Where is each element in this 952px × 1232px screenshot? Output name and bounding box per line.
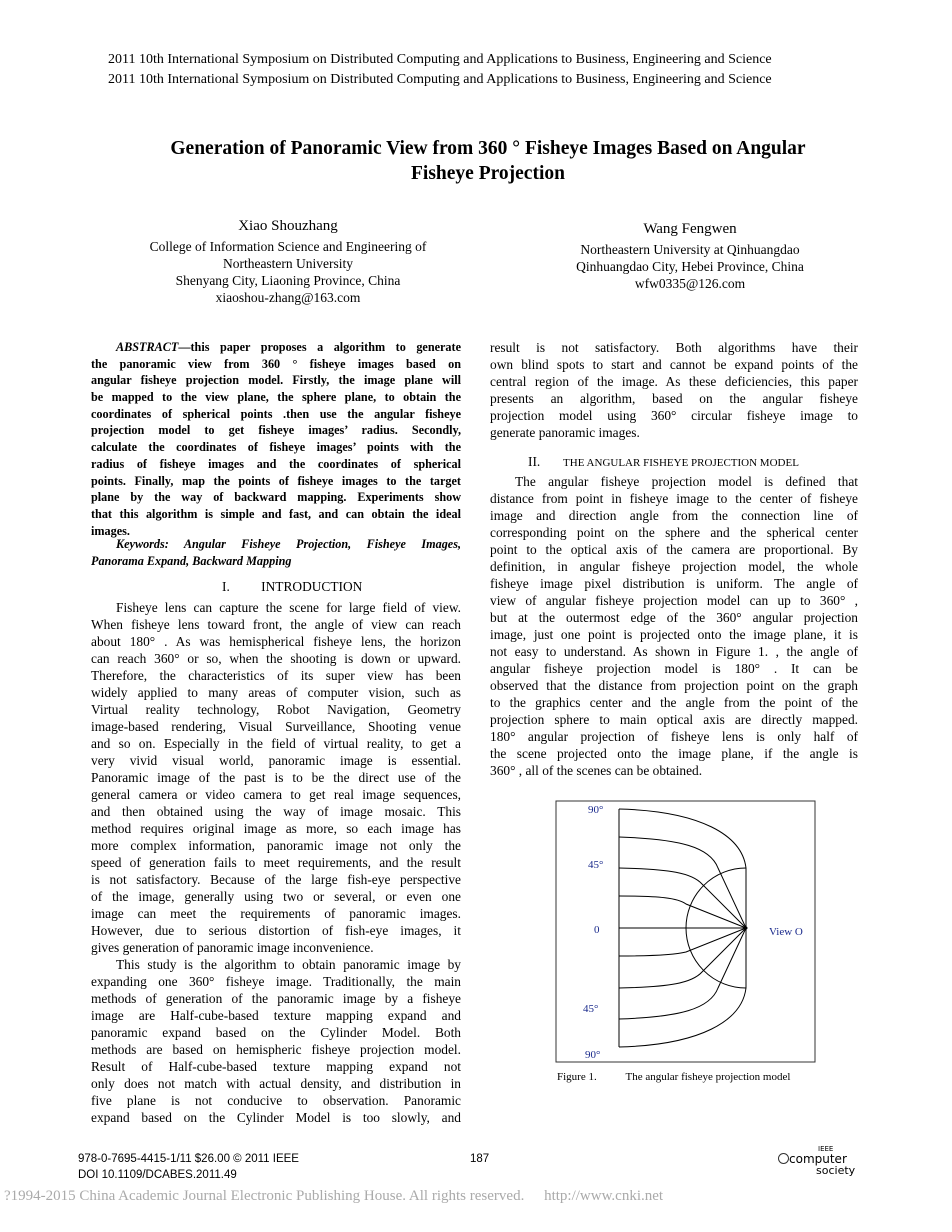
cnki-watermark [4, 1188, 663, 1205]
text-line: Therefore, the characteristics of its super view has been [91, 668, 461, 683]
text-line: speed of generation fails to meet requirements, and the result [91, 855, 461, 870]
text-line: Result of Half-cube-based texture mapping expand not [91, 1059, 461, 1074]
figure-1-diagram [550, 795, 825, 1095]
text-line: expanding one 360° fisheye image. Traditionally, the main [91, 974, 461, 989]
ray-4 [619, 928, 746, 1019]
author-1 [118, 216, 458, 306]
text-line: observed that the distance from projection point on the graph [490, 678, 858, 693]
author-2 [520, 219, 860, 292]
text-line: result is not satisfactory. Both algorithms have their [490, 340, 858, 355]
outer-curve-top [619, 809, 746, 868]
text-line: can reach 360° or so, when the shooting is down or upward. [91, 651, 461, 666]
title-line: Fisheye Projection [411, 163, 565, 184]
label-top-90: 90° [588, 804, 604, 816]
abstract-line: radius of fisheye images and the coordinates of spherical [91, 456, 461, 471]
author-name: Xiao Shouzhang [238, 218, 338, 234]
logo-computer: computer [789, 1152, 847, 1166]
text-line: about 180° . As was hemispherical fisheye lens, the horizon [91, 634, 461, 649]
watermark-url[interactable]: http://www.cnki.net [544, 1188, 664, 1204]
logo-society: society [816, 1164, 856, 1177]
section-2-heading [528, 454, 799, 470]
keywords [91, 536, 461, 569]
section-1-heading [222, 579, 362, 595]
keywords-line: Keywords: Angular Fisheye Projection, Fisheye Images, [116, 537, 461, 551]
text-line: projection sphere to main optical axis are directly mapped. [490, 712, 858, 727]
text-line: methods are based on hemispheric fisheye projection model. [91, 1042, 461, 1057]
intro-paragraph-1 [91, 599, 461, 956]
text-line: presents an algorithm, based on the angular fisheye [490, 391, 858, 406]
abstract-text: —this paper proposes a algorithm to generate [178, 340, 461, 354]
text-line: not easy to understand. As shown in Figure 1. , the angle of [490, 644, 858, 659]
text-line: only does not match with actual density, and distribution in [91, 1076, 461, 1091]
email[interactable]: xiaoshou-zhang@163.com [215, 290, 361, 305]
text-line: image, just one point is projected onto the image plane, it is [490, 627, 858, 642]
watermark-copyright: ?1994-2015 China Academic Journal Electronic Publishing House. All rights reserved. [4, 1188, 525, 1204]
text-line: 180° angular projection of fisheye lens is only half of [490, 729, 858, 744]
text-line: expand based on the Cylinder Model is too slowly, and [91, 1110, 461, 1125]
text-line: generate panoramic images. [490, 425, 640, 440]
text-line: image are Half-cube-based texture mapping expand and [91, 1008, 461, 1023]
affiliation: College of Information Science and Engineering of [149, 239, 427, 254]
text-line: distance from point in fisheye image to the center of fisheye [490, 491, 858, 506]
abstract-line: plane by the way of backward mapping. Experiments show [91, 490, 461, 505]
text-line: 360° , all of the scenes can be obtained. [490, 763, 703, 778]
footer-doi: DOI 10.1109/DCABES.2011.49 [78, 1169, 237, 1181]
text-line: definition, in angular fisheye projection model, the whole [490, 559, 858, 574]
conference-header-overlay: 2011 10th International Symposium on Distributed Computing and Applications to Business, Engineering and Science [108, 52, 772, 67]
abstract-line: images. [91, 523, 130, 538]
keywords-line: Panorama Expand, Backward Mapping [91, 553, 292, 568]
title-line: Generation of Panoramic View from 360 ° Fisheye Images Based on Angular [170, 138, 806, 159]
text-line: view of angular fisheye projection model can up to 360° , [490, 593, 858, 608]
affiliation: Northeastern University at Qinhuangdao [580, 242, 800, 257]
address: Qinhuangdao City, Hebei Province, China [576, 259, 804, 274]
ray-2 [619, 868, 746, 928]
text-line: panoramic expand based on the Cylinder Model. Both [91, 1025, 461, 1040]
paper-title [100, 136, 876, 186]
abstract-line: coordinates of spherical points .then use the angular fisheye [91, 406, 461, 421]
section-number: I. [222, 579, 230, 594]
abstract [91, 339, 461, 539]
text-line: However, due to serious distortion of fish-eye images, it [91, 923, 461, 938]
text-line: methods of generation of the panoramic image by a fisheye [91, 991, 461, 1006]
text-line: corresponding point on the sphere and the spherical center [490, 525, 858, 540]
text-line: general camera or video camera to get real image sequences, [91, 787, 461, 802]
text-line: angular fisheye projection model is 180° . It can be [490, 661, 858, 676]
abstract-line: that this algorithm is simple and fast, and can obtain the ideal [91, 506, 461, 521]
text-line: more complex information, panoramic image not only the [91, 838, 461, 853]
intro-paragraph-3 [490, 339, 858, 441]
section-title: INTRODUCTION [261, 579, 363, 594]
ray-5 [619, 928, 746, 988]
text-line: image and direction angle from the connection line of [490, 508, 858, 523]
globe-icon [778, 1153, 789, 1164]
section-2-paragraph [490, 473, 858, 779]
outer-curve-bottom [619, 988, 746, 1047]
abstract-line: points. Finally, map the points of fisheye images to the target [91, 473, 461, 488]
text-line: image can meet the requirements of panoramic images. [91, 906, 461, 921]
text-line: five plane is not conducive to observation. Panoramic [91, 1093, 461, 1108]
text-line: to the graphics center and the angle from the point of the [490, 695, 858, 710]
abstract-label: ABSTRACT [116, 340, 179, 354]
text-line: is not satisfactory. Because of the large fish-eye perspective [91, 872, 461, 887]
text-line: but at the outermost edge of the 360° angular projection [490, 610, 858, 625]
text-line: method requires original image as more, so each image has [91, 821, 461, 836]
text-line: Virtual reality technology, Robot Navigation, Geometry [91, 702, 461, 717]
author-name: Wang Fengwen [643, 221, 737, 237]
abstract-line [91, 339, 461, 356]
label-bottom-90: 90° [585, 1049, 601, 1061]
projection-lines [619, 809, 746, 1047]
text-line: point to the optical axis of the camera are proportional. By [490, 542, 858, 557]
text-line: and so on. Especially in the field of virtual reality, to get a [91, 736, 461, 751]
footer-isbn: 978-0-7695-4415-1/11 $26.00 © 2011 IEEE [78, 1153, 299, 1165]
abstract-line: be mapped to the view plane, the sphere plane, to obtain the [91, 390, 461, 405]
text-line: image-based rendering, Visual Surveillance, Shooting venue [91, 719, 461, 734]
figure-caption-text: The angular fisheye projection model [625, 1071, 791, 1083]
view-point [745, 927, 748, 930]
text-line: and then obtained using the way of image mosaic. This [91, 804, 461, 819]
text-line: the scene projected onto the image plane, if the angle is [490, 746, 858, 761]
abstract-line: projection model to get fisheye images’ radius. Secondly, [91, 423, 461, 438]
text-line: When fisheye lens toward front, the angle of view can reach [91, 617, 461, 632]
label-view-o: View O [769, 926, 803, 938]
text-line: projection model using 360° circular fisheye image to [490, 408, 858, 423]
text-line: Fisheye lens can capture the scene for large field of view. [116, 600, 461, 615]
text-line: of the image, generally using two or several, or even one [91, 889, 461, 904]
label-zero: 0 [594, 924, 600, 936]
text-line: own blind spots to start and cannot be expand points of the [490, 357, 858, 372]
ray-1 [619, 837, 746, 928]
logo-ieee: IEEE [818, 1145, 834, 1153]
text-line: widely applied to many areas of computer vision, such as [91, 685, 461, 700]
ray-6 [619, 928, 746, 956]
page-number: 187 [470, 1153, 490, 1165]
abstract-line: calculate the coordinates of fisheye images’ points with the [91, 440, 461, 455]
text-line: The angular fisheye projection model is defined that [515, 474, 858, 489]
label-bottom-45: 45° [583, 1003, 599, 1015]
text-line: Panoramic image of the past is to be the direct use of the [91, 770, 461, 785]
text-line: central region of the image. As these deficiencies, this paper [490, 374, 858, 389]
section-number: II. [528, 454, 541, 469]
conference-header: 2011 10th International Symposium on Distributed Computing and Applications to Business, Engineering and Science [108, 72, 772, 87]
abstract-line: the panoramic view from 360 ° fisheye images based on [91, 356, 461, 371]
figure-number: Figure 1. [557, 1071, 597, 1083]
ieee-computer-society-logo [778, 1146, 860, 1176]
email[interactable]: wfw0335@126.com [634, 276, 746, 291]
text-line: This study is the algorithm to obtain panoramic image by [116, 957, 461, 972]
ray-3 [619, 896, 746, 928]
section-title: THE ANGULAR FISHEYE PROJECTION MODEL [563, 457, 799, 469]
intro-paragraph-2 [91, 956, 461, 1126]
text-line: very vivid visual world, panoramic image is essential. [91, 753, 461, 768]
address: Shenyang City, Liaoning Province, China [175, 273, 401, 288]
figure-1-caption [557, 1071, 790, 1083]
text-line: gives generation of panoramic image inconvenience. [91, 940, 374, 955]
label-top-45: 45° [588, 859, 604, 871]
affiliation: Northeastern University [222, 256, 354, 271]
abstract-line: angular fisheye projection model. Firstly, the image plane will [91, 373, 461, 388]
text-line: fisheye image pixel distribution is uniform. The angle of [490, 576, 858, 591]
